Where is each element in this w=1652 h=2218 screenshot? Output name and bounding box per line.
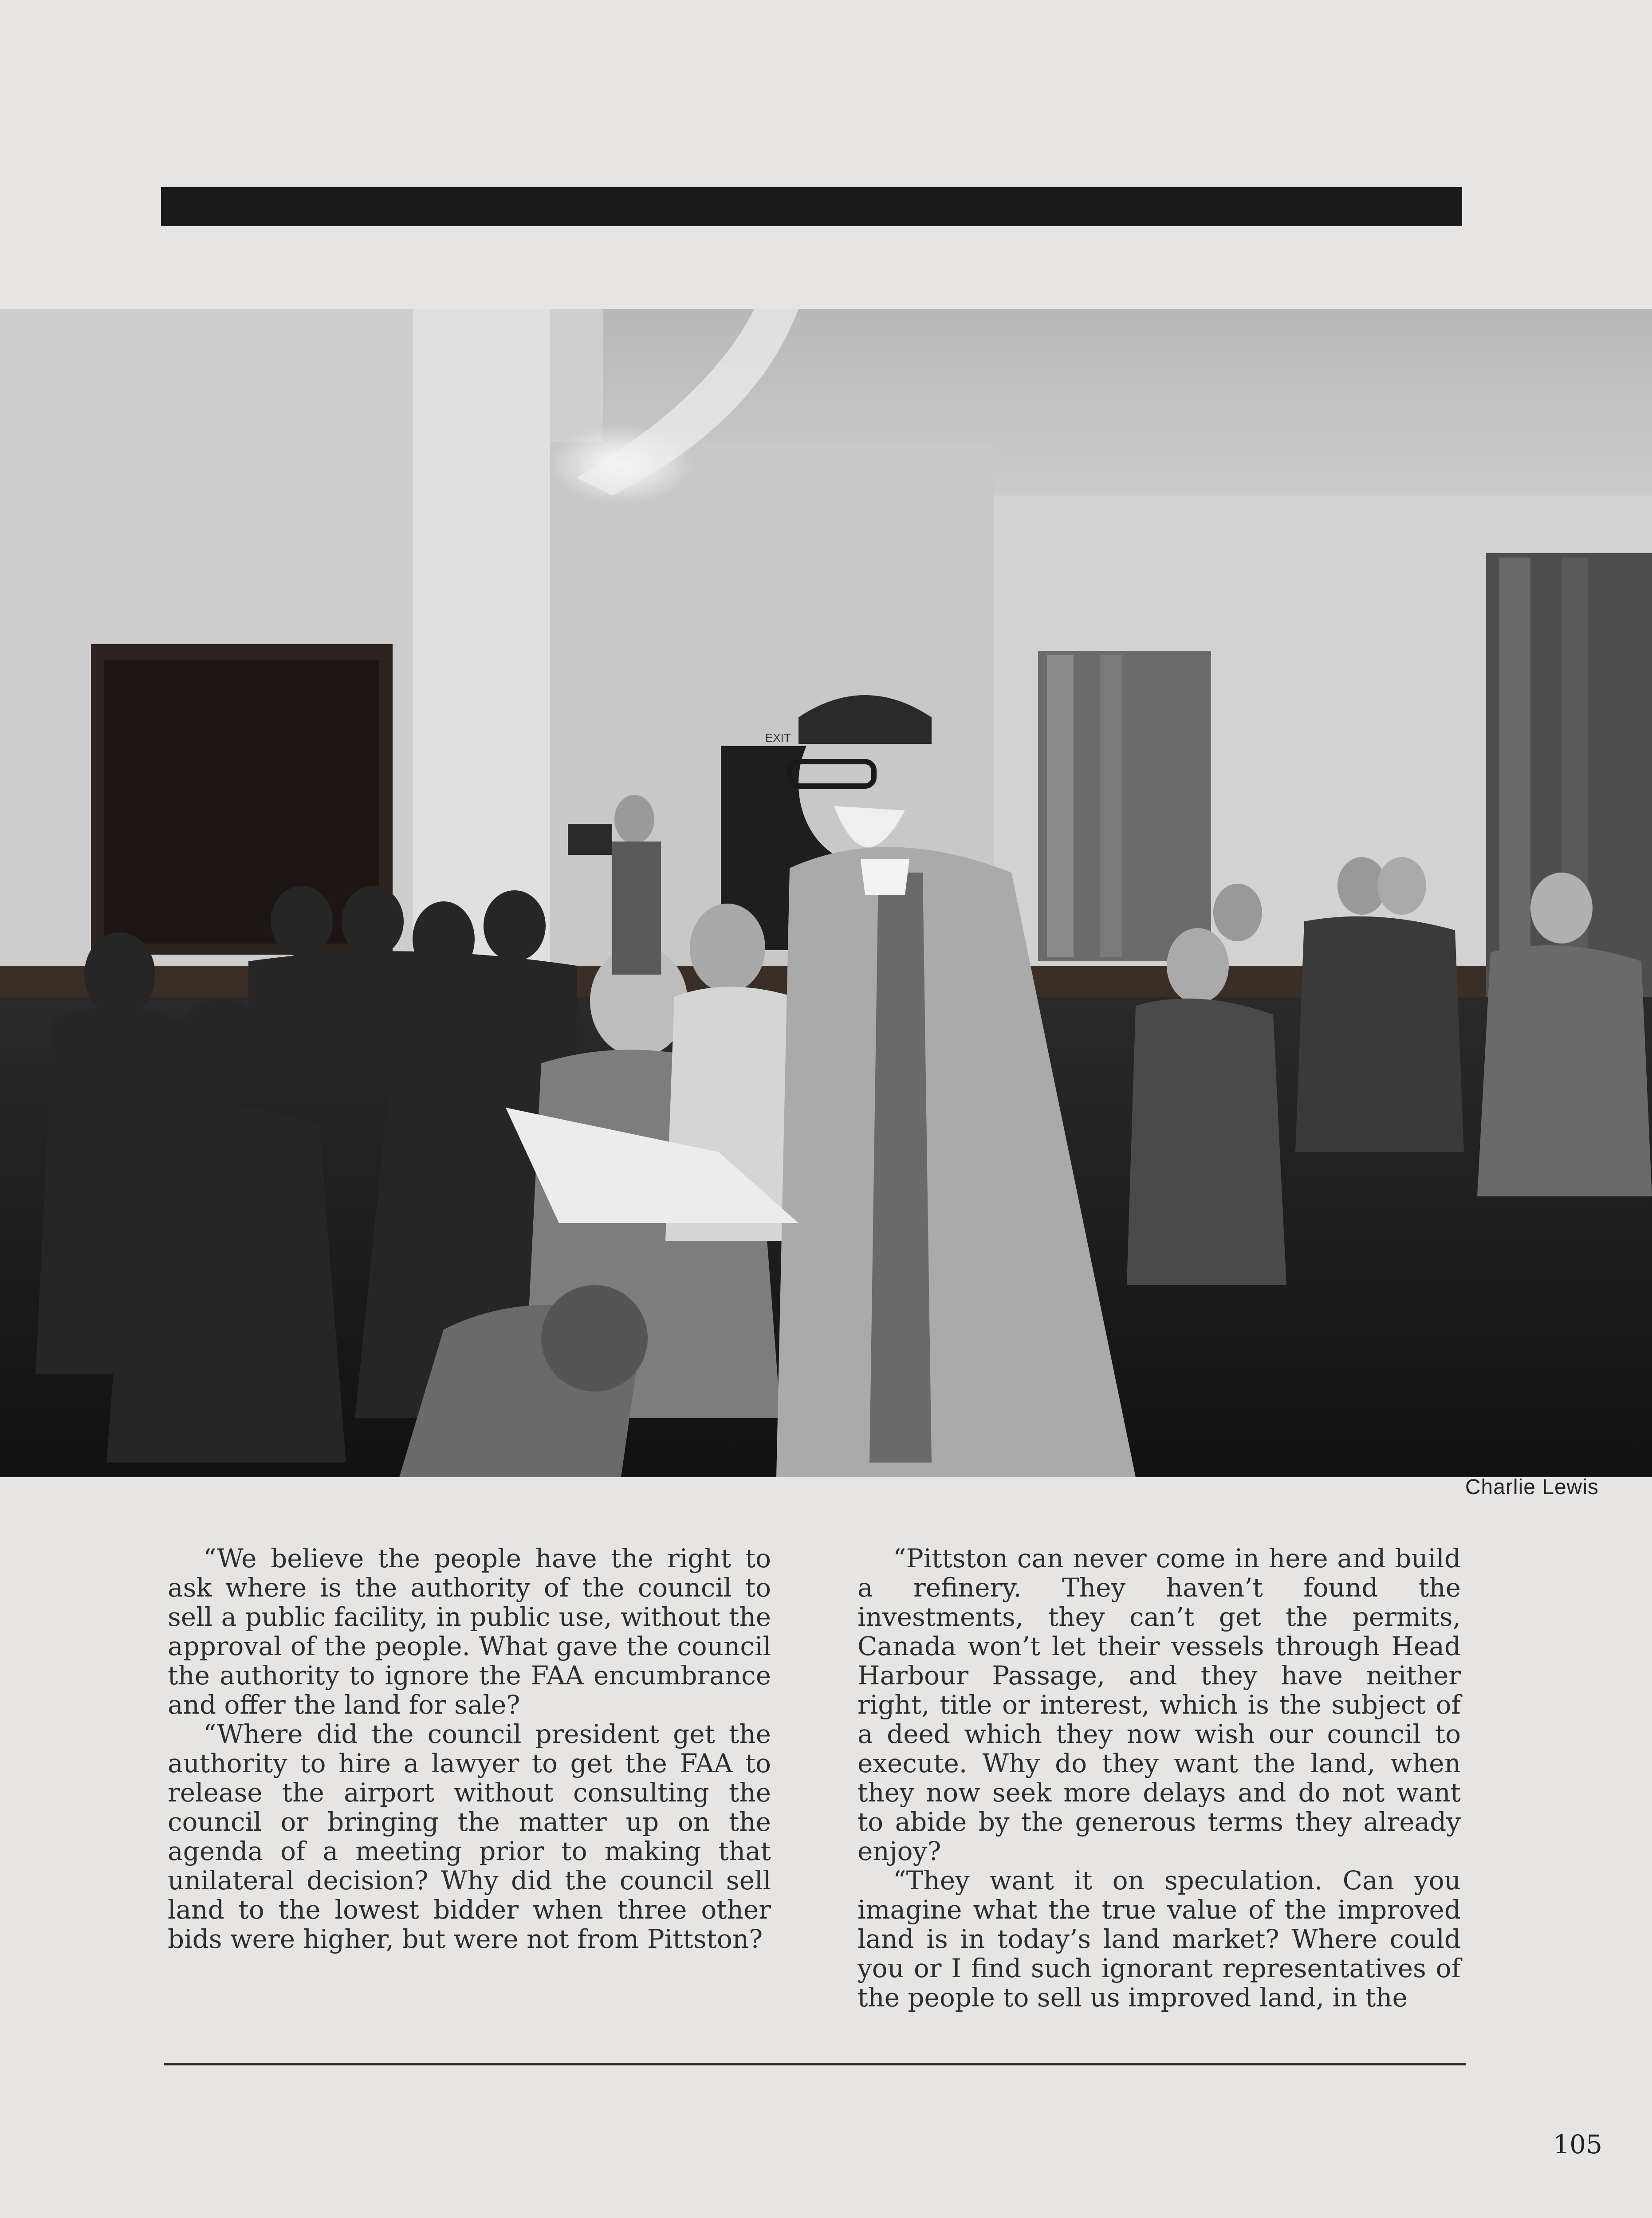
page-number: 105	[1553, 2129, 1602, 2159]
right-column	[857, 1544, 1461, 2012]
photo-credit: Charlie Lewis	[1465, 1475, 1599, 1499]
paragraph: “Pittston can never come in here and build a refinery. They haven’t found the investments, they can’t get the permits, Canada won’t let their vessels through Head Harbour Passage, and they have neither right, title or interest, which is the subject of a deed which they now wish our council to execute. Why do they want the land, when they now seek more delays and do not want to abide by the generous terms they already enjoy?	[857, 1543, 1461, 1866]
paragraph: “We believe the people have the right to ask where is the authority of the council to sell a public facility, in public use, without the approval of the people. What gave the council the authority to ignore the FAA encumbrance and offer the land for sale?	[168, 1543, 771, 1720]
article-body	[168, 1544, 1463, 2054]
exit-sign: EXIT	[765, 731, 791, 744]
meeting-photo-illustration	[0, 309, 1652, 1477]
meeting-photo	[0, 309, 1652, 1477]
top-black-rule	[161, 187, 1462, 226]
paragraph: “Where did the council president get the authority to hire a lawyer to get the FAA to release the airport without consulting the council or bringing the matter up on the agenda of a meeting prior to making that unilateral decision? Why did the council sell land to the lowest bidder when three other bids were higher, but were not from Pittston?	[168, 1719, 771, 1954]
paragraph: “They want it on speculation. Can you imagine what the true value of the improved land is in today’s land market? Where could you or I find such ignorant representatives of the people to sell us improved land, in the	[857, 1865, 1461, 2013]
bottom-rule	[164, 2063, 1466, 2065]
left-column	[168, 1544, 771, 1954]
